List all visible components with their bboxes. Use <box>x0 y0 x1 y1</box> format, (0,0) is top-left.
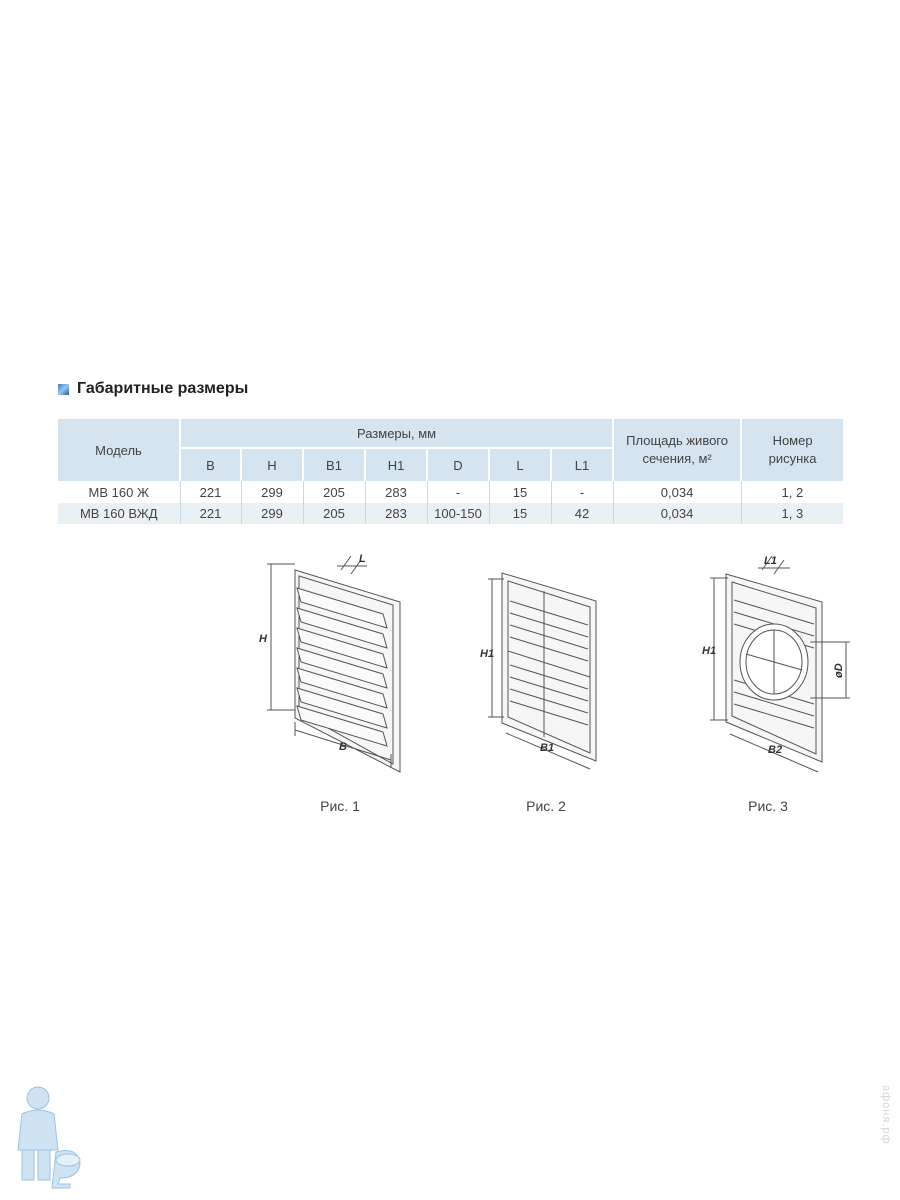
cell-d: 100-150 <box>427 503 489 524</box>
dims-header: Размеры, мм <box>180 419 613 448</box>
cell-b1: 205 <box>303 503 365 524</box>
figure-1-drawing <box>255 550 415 780</box>
fig3-d-label: øD <box>833 663 845 678</box>
fig3-l1-label: L1 <box>764 555 777 567</box>
fig3-b2-label: B2 <box>768 744 783 756</box>
cell-figure: 1, 2 <box>741 481 843 503</box>
cell-model: МВ 160 ВЖД <box>58 503 180 524</box>
dimensions-table <box>58 419 843 524</box>
fig2-h1-label: H1 <box>480 648 495 660</box>
area-header: Площадь живого сечения, м² <box>613 419 741 481</box>
figure-1-caption: Рис. 1 <box>320 798 360 814</box>
cell-l: 15 <box>489 481 551 503</box>
cell-h1: 283 <box>365 481 427 503</box>
cell-area: 0,034 <box>613 481 741 503</box>
col-header-b: B <box>180 448 241 481</box>
fig1-b-label: B <box>339 741 347 753</box>
figure-3-caption: Рис. 3 <box>748 798 788 814</box>
col-header-h: H <box>241 448 303 481</box>
col-header-d: D <box>427 448 489 481</box>
col-header-b1: B1 <box>303 448 365 481</box>
cell-figure: 1, 3 <box>741 503 843 524</box>
fig1-l-label: L <box>359 553 366 565</box>
cell-l: 15 <box>489 503 551 524</box>
figure-number-header: Номер рисунка <box>741 419 843 481</box>
cell-d: - <box>427 481 489 503</box>
col-header-l: L <box>489 448 551 481</box>
cell-b: 221 <box>180 481 241 503</box>
cell-h: 299 <box>241 503 303 524</box>
watermark-text: афоня.рф <box>880 1085 892 1145</box>
table-row <box>58 503 843 524</box>
cell-h: 299 <box>241 481 303 503</box>
cell-b1: 205 <box>303 481 365 503</box>
fig1-h-label: H <box>259 633 267 645</box>
table-row <box>58 481 843 503</box>
figure-2-caption: Рис. 2 <box>526 798 566 814</box>
plumber-mascot-logo <box>8 1080 88 1190</box>
cell-model: МВ 160 Ж <box>58 481 180 503</box>
cell-l1: - <box>551 481 613 503</box>
section-title-text: Габаритные размеры <box>77 380 249 397</box>
section-title <box>58 380 248 398</box>
figure-2-drawing <box>478 565 608 785</box>
bullet-square-icon <box>58 384 69 395</box>
col-header-h1: H1 <box>365 448 427 481</box>
cell-l1: 42 <box>551 503 613 524</box>
cell-h1: 283 <box>365 503 427 524</box>
col-header-l1: L1 <box>551 448 613 481</box>
cell-b: 221 <box>180 503 241 524</box>
figure-3-drawing <box>700 550 860 785</box>
fig3-h1-label: H1 <box>702 645 717 657</box>
fig2-b1-label: B1 <box>540 742 555 754</box>
cell-area: 0,034 <box>613 503 741 524</box>
model-header: Модель <box>58 419 180 481</box>
